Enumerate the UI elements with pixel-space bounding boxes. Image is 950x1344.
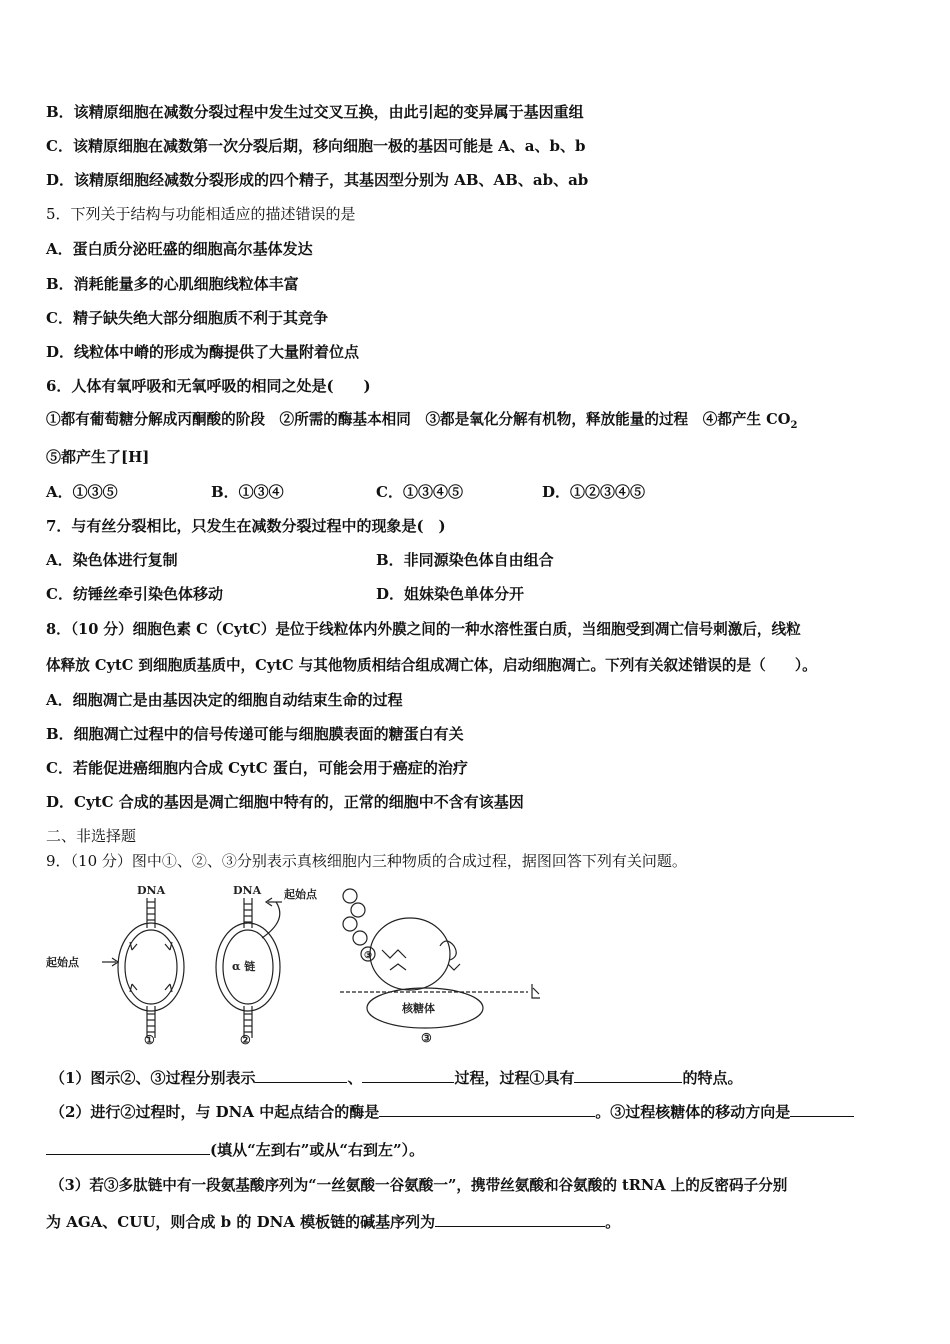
q7-option-a: A．染色体进行复制 [46,551,178,569]
q9-p1-text-b: 、 [347,1069,363,1087]
q7-stem: 7．与有丝分裂相比，只发生在减数分裂过程中的现象是( ) [46,517,446,535]
q9-p3-text-b: 为 AGA、CUU，则合成 b 的 DNA 模板链的碱基序列为 [46,1213,436,1231]
q7-option-b: B．非同源染色体自由组合 [376,551,554,569]
q6-options [46,482,946,502]
q6-items [46,410,797,436]
q6-option-a: A．①③⑤ [46,483,118,501]
q9-part-3: （3）若③多肽链中有一段氨基酸序列为“一丝氨酸一谷氨酸一”，携带丝氨酸和谷氨酸的 tRNA 上的反密码子分别 [50,1177,788,1194]
q9-p3-text-c: 。 [605,1213,621,1231]
q8-option-c: C．若能促进癌细胞内合成 CytC 蛋白，可能会用于癌症的治疗 [46,759,468,777]
q8-option-d: D．CytC 合成的基因是凋亡细胞中特有的，正常的细胞中不含有该基因 [46,793,524,811]
section-heading: 二、非选择题 [46,827,137,845]
q9-p2-text-c: (填从“左到右”或从“右到左”）。 [210,1141,425,1159]
q6-items-2: ⑤都产生了[H] [46,448,150,466]
fig-alpha-chain: α 链 [232,960,256,973]
q9-p1-blank-2[interactable] [362,1068,454,1083]
q9-p1-blank-3[interactable] [574,1068,682,1083]
q6-option-b: B．①③④ [211,483,284,501]
q8-stem-1: 8．（10 分）细胞色素 C（CytC）是位于线粒体内外膜之间的一种水溶性蛋白质，当细胞受到凋亡信号刺激后，线粒 [46,621,801,638]
q7-options-row1 [46,550,946,570]
q9-p2-blank-2-cont[interactable] [46,1140,210,1155]
q9-p1-text-a: （1）图示②、③过程分别表示 [50,1069,256,1087]
q4-option-c: C．该精原细胞在减数第一次分裂后期，移向细胞一极的基因可能是 A、a、b、b [46,137,586,155]
q8-option-b: B．细胞凋亡过程中的信号传递可能与细胞膜表面的糖蛋白有关 [46,725,464,743]
q9-part-3-line2 [46,1212,620,1232]
q9-p1-text-c: 过程，过程①具有 [454,1069,575,1087]
q9-p1-text-d: 的特点。 [682,1069,743,1087]
fig-ribosome-label: 核糖体 [402,1002,435,1015]
fig-circle-1: ① [144,1033,155,1047]
q9-p3-blank[interactable] [435,1212,605,1227]
q9-p1-blank-1[interactable] [255,1068,347,1083]
q8-stem-2: 体释放 CytC 到细胞质基质中，CytC 与其他物质相结合组成凋亡体，启动细胞凋亡。下列有关叙述错误的是（ ）。 [46,657,817,674]
q5-option-d: D．线粒体中嵴的形成为酶提供了大量附着位点 [46,343,360,361]
q4-option-b: B．该精原细胞在减数分裂过程中发生过交叉互换，由此引起的变异属于基因重组 [46,103,584,121]
fig-origin-left: 起始点 [46,956,79,969]
q9-p2-text-b: 。③过程核糖体的移动方向是 [595,1103,791,1121]
q5-option-b: B．消耗能量多的心肌细胞线粒体丰富 [46,275,299,293]
q8-option-a: A．细胞凋亡是由基因决定的细胞自动结束生命的过程 [46,691,403,709]
q9-p2-text-a: （2）进行②过程时，与 DNA 中起点结合的酶是 [50,1103,380,1121]
fig-origin-right: 起始点 [284,888,317,901]
q9-stem: 9．（10 分）图中①、②、③分别表示真核细胞内三种物质的合成过程，据图回答下列有关问题。 [46,852,687,870]
fig-dna-label-1: DNA [137,884,166,897]
q9-part-2-line2 [46,1140,424,1160]
q5-option-a: A．蛋白质分泌旺盛的细胞高尔基体发达 [46,240,313,258]
fig-dna-label-2: DNA [233,884,262,897]
fig-replication-bubble [102,898,184,1038]
q6-co2-subscript: 2 [790,419,798,431]
q6-option-c: C．①③④⑤ [376,483,463,501]
q6-stem: 6．人体有氧呼吸和无氧呼吸的相同之处是( ) [46,377,371,395]
fig-circle-2: ② [240,1033,251,1047]
q7-option-c: C．纺锤丝牵引染色体移动 [46,585,223,603]
q7-option-d: D．姐妹染色单体分开 [376,585,525,603]
q9-p2-blank-1[interactable] [379,1102,595,1117]
fig-circle-3: ③ [421,1031,432,1045]
q9-part-1 [50,1068,743,1088]
q9-p2-blank-2[interactable] [790,1102,854,1117]
q5-option-c: C．精子缺失绝大部分细胞质不利于其竞争 [46,309,328,327]
q9-figure [40,880,560,1050]
q9-part-2 [50,1102,854,1122]
q5-stem: 5．下列关于结构与功能相适应的描述错误的是 [46,205,356,223]
fig-circle-small: ③ [364,951,373,961]
q7-options-row2 [46,584,946,604]
q6-items-text: ①都有葡萄糖分解成丙酮酸的阶段 ②所需的酶基本相同 ③都是氧化分解有机物，释放能量的过程 ④都产生 CO [46,411,791,428]
q6-option-d: D．①②③④⑤ [542,483,646,501]
q4-option-d: D．该精原细胞经减数分裂形成的四个精子，其基因型分别为 AB、AB、ab、ab [46,171,589,189]
